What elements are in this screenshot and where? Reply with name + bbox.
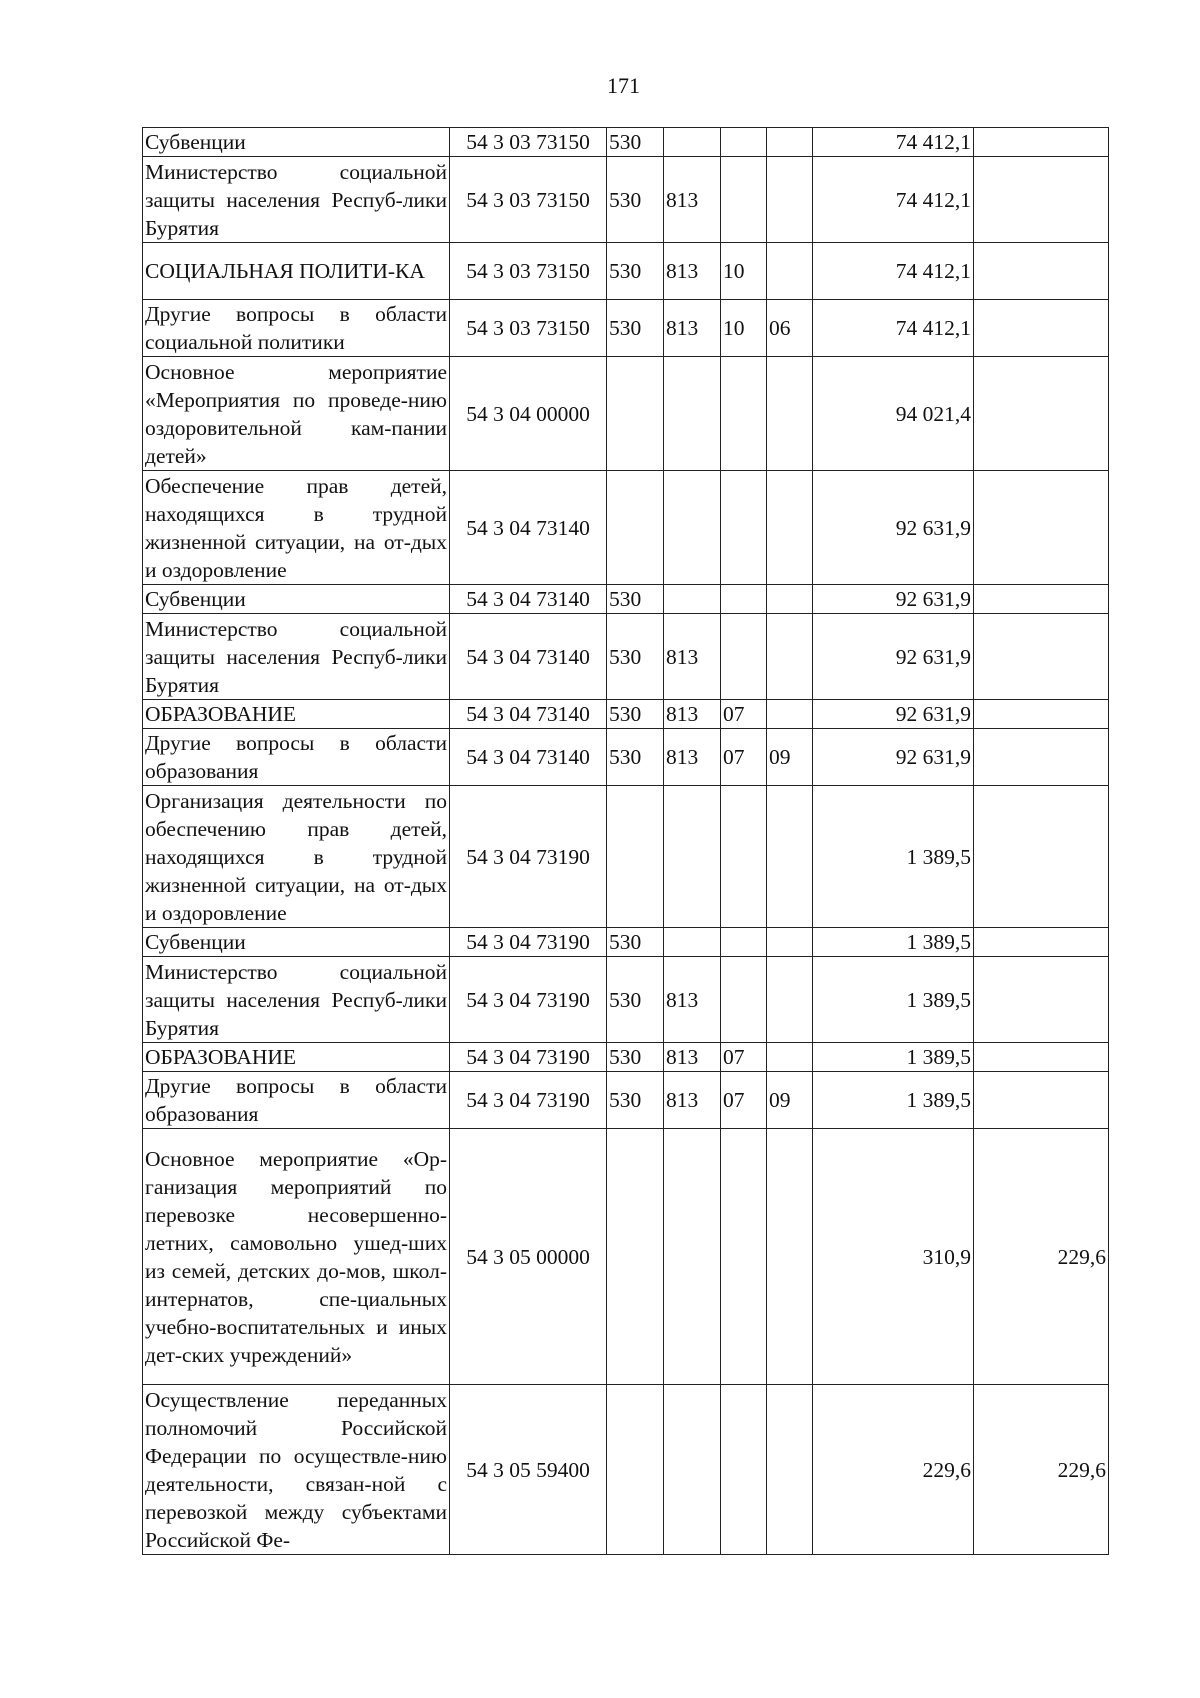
row-sum-2 xyxy=(974,1072,1109,1129)
row-pr xyxy=(767,700,813,729)
row-pr xyxy=(767,928,813,957)
row-grbs: 813 xyxy=(664,1072,721,1129)
row-rz xyxy=(721,585,767,614)
table-body xyxy=(143,128,1109,1555)
row-sum-1: 92 631,9 xyxy=(813,700,974,729)
row-grbs: 813 xyxy=(664,157,721,243)
page-number: 171 xyxy=(607,73,640,98)
row-pr: 09 xyxy=(767,729,813,786)
row-rz xyxy=(721,471,767,585)
table-row xyxy=(143,700,1109,729)
row-sum-2 xyxy=(974,957,1109,1043)
row-code: 54 3 03 73150 xyxy=(450,300,607,357)
row-vr xyxy=(607,786,664,928)
row-sum-1: 94 021,4 xyxy=(813,357,974,471)
row-code: 54 3 04 73140 xyxy=(450,585,607,614)
row-code: 54 3 04 73190 xyxy=(450,786,607,928)
table-row xyxy=(143,957,1109,1043)
row-sum-1: 74 412,1 xyxy=(813,128,974,157)
row-sum-2 xyxy=(974,585,1109,614)
row-name: Обеспечение прав детей, находящихся в трудной жизненной ситуации, на от-дых и оздоровление xyxy=(143,471,450,585)
row-sum-2 xyxy=(974,157,1109,243)
row-grbs xyxy=(664,1385,721,1555)
row-pr xyxy=(767,1043,813,1072)
row-pr xyxy=(767,1129,813,1385)
row-grbs: 813 xyxy=(664,1043,721,1072)
row-grbs xyxy=(664,357,721,471)
row-vr: 530 xyxy=(607,157,664,243)
table-row xyxy=(143,1385,1109,1555)
table-row xyxy=(143,786,1109,928)
row-name: Субвенции xyxy=(143,928,450,957)
row-name: Основное мероприятие «Ор-ганизация мероприятий по перевозке несовершенно-летних, самовольно ушед-ших из семей, детских до-мов, школ-интернатов, спе-циальных учебно-воспитательных и иных дет-ских учреждений» xyxy=(143,1129,450,1385)
row-sum-1: 92 631,9 xyxy=(813,614,974,700)
row-name: Другие вопросы в области образования xyxy=(143,1072,450,1129)
row-grbs xyxy=(664,128,721,157)
row-pr xyxy=(767,357,813,471)
row-code: 54 3 04 73140 xyxy=(450,471,607,585)
row-rz: 07 xyxy=(721,700,767,729)
row-name: Субвенции xyxy=(143,128,450,157)
row-sum-2 xyxy=(974,357,1109,471)
row-grbs xyxy=(664,471,721,585)
row-name: Министерство социальной защиты населения Респуб-лики Бурятия xyxy=(143,157,450,243)
row-sum-1: 92 631,9 xyxy=(813,471,974,585)
row-pr xyxy=(767,614,813,700)
row-rz xyxy=(721,928,767,957)
row-pr xyxy=(767,243,813,300)
row-pr xyxy=(767,585,813,614)
row-vr xyxy=(607,357,664,471)
row-rz xyxy=(721,1129,767,1385)
row-name: ОБРАЗОВАНИЕ xyxy=(143,700,450,729)
row-name: Другие вопросы в области социальной политики xyxy=(143,300,450,357)
row-grbs: 813 xyxy=(664,614,721,700)
row-vr xyxy=(607,471,664,585)
row-sum-2 xyxy=(974,128,1109,157)
row-vr: 530 xyxy=(607,585,664,614)
row-rz: 10 xyxy=(721,300,767,357)
row-vr: 530 xyxy=(607,928,664,957)
row-name: Министерство социальной защиты населения Респуб-лики Бурятия xyxy=(143,614,450,700)
row-name: Другие вопросы в области образования xyxy=(143,729,450,786)
table-row xyxy=(143,614,1109,700)
row-sum-1: 1 389,5 xyxy=(813,786,974,928)
row-vr: 530 xyxy=(607,700,664,729)
row-sum-2 xyxy=(974,471,1109,585)
row-vr xyxy=(607,1385,664,1555)
row-code: 54 3 03 73150 xyxy=(450,157,607,243)
table-row xyxy=(143,128,1109,157)
row-code: 54 3 03 73150 xyxy=(450,243,607,300)
row-sum-2: 229,6 xyxy=(974,1129,1109,1385)
table-row xyxy=(143,928,1109,957)
row-sum-1: 1 389,5 xyxy=(813,928,974,957)
row-sum-2 xyxy=(974,786,1109,928)
row-sum-2: 229,6 xyxy=(974,1385,1109,1555)
row-code: 54 3 04 73140 xyxy=(450,729,607,786)
row-pr xyxy=(767,157,813,243)
row-rz xyxy=(721,786,767,928)
row-pr xyxy=(767,128,813,157)
row-pr xyxy=(767,1385,813,1555)
row-name: СОЦИАЛЬНАЯ ПОЛИТИ-КА xyxy=(143,243,450,300)
row-vr: 530 xyxy=(607,243,664,300)
row-rz xyxy=(721,357,767,471)
row-grbs xyxy=(664,928,721,957)
row-rz: 07 xyxy=(721,1072,767,1129)
row-sum-1: 229,6 xyxy=(813,1385,974,1555)
row-sum-2 xyxy=(974,300,1109,357)
row-grbs xyxy=(664,786,721,928)
table-row xyxy=(143,1043,1109,1072)
table-row xyxy=(143,1072,1109,1129)
row-pr: 06 xyxy=(767,300,813,357)
row-name: Основное мероприятие «Мероприятия по проведе-нию оздоровительной кам-пании детей» xyxy=(143,357,450,471)
table-row xyxy=(143,157,1109,243)
row-grbs: 813 xyxy=(664,700,721,729)
row-sum-1: 92 631,9 xyxy=(813,585,974,614)
row-sum-1: 1 389,5 xyxy=(813,957,974,1043)
row-pr xyxy=(767,786,813,928)
row-rz: 07 xyxy=(721,729,767,786)
row-code: 54 3 04 73140 xyxy=(450,614,607,700)
row-sum-2 xyxy=(974,1043,1109,1072)
row-grbs: 813 xyxy=(664,957,721,1043)
row-rz xyxy=(721,1385,767,1555)
row-vr: 530 xyxy=(607,1072,664,1129)
row-rz: 07 xyxy=(721,1043,767,1072)
row-grbs xyxy=(664,585,721,614)
row-code: 54 3 04 00000 xyxy=(450,357,607,471)
row-pr xyxy=(767,957,813,1043)
row-sum-2 xyxy=(974,700,1109,729)
table-row xyxy=(143,243,1109,300)
row-code: 54 3 03 73150 xyxy=(450,128,607,157)
row-sum-1: 74 412,1 xyxy=(813,157,974,243)
row-sum-2 xyxy=(974,614,1109,700)
row-vr: 530 xyxy=(607,614,664,700)
row-rz: 10 xyxy=(721,243,767,300)
table-row xyxy=(143,471,1109,585)
row-code: 54 3 05 59400 xyxy=(450,1385,607,1555)
row-code: 54 3 05 00000 xyxy=(450,1129,607,1385)
row-code: 54 3 04 73140 xyxy=(450,700,607,729)
row-sum-2 xyxy=(974,928,1109,957)
row-vr xyxy=(607,1129,664,1385)
table-row xyxy=(143,1129,1109,1385)
row-name: Осуществление переданных полномочий Российской Федерации по осуществле-нию деятельности, связан-ной с перевозкой между субъектами Российской Фе- xyxy=(143,1385,450,1555)
row-code: 54 3 04 73190 xyxy=(450,928,607,957)
row-rz xyxy=(721,957,767,1043)
row-vr: 530 xyxy=(607,300,664,357)
table-row xyxy=(143,729,1109,786)
row-vr: 530 xyxy=(607,1043,664,1072)
row-name: Министерство социальной защиты населения Респуб-лики Бурятия xyxy=(143,957,450,1043)
row-grbs xyxy=(664,1129,721,1385)
row-pr: 09 xyxy=(767,1072,813,1129)
row-name: Субвенции xyxy=(143,585,450,614)
row-sum-2 xyxy=(974,729,1109,786)
row-vr: 530 xyxy=(607,128,664,157)
row-grbs: 813 xyxy=(664,243,721,300)
row-rz xyxy=(721,157,767,243)
row-sum-1: 74 412,1 xyxy=(813,300,974,357)
row-name: Организация деятельности по обеспечению прав детей, находящихся в трудной жизненной ситуации, на от-дых и оздоровление xyxy=(143,786,450,928)
row-vr: 530 xyxy=(607,957,664,1043)
row-code: 54 3 04 73190 xyxy=(450,1043,607,1072)
row-code: 54 3 04 73190 xyxy=(450,957,607,1043)
row-sum-1: 1 389,5 xyxy=(813,1043,974,1072)
row-grbs: 813 xyxy=(664,300,721,357)
table-row xyxy=(143,357,1109,471)
row-sum-2 xyxy=(974,243,1109,300)
row-code: 54 3 04 73190 xyxy=(450,1072,607,1129)
row-sum-1: 92 631,9 xyxy=(813,729,974,786)
row-rz xyxy=(721,614,767,700)
table-row xyxy=(143,300,1109,357)
row-vr: 530 xyxy=(607,729,664,786)
budget-table xyxy=(142,127,1109,1555)
row-sum-1: 310,9 xyxy=(813,1129,974,1385)
row-pr xyxy=(767,471,813,585)
row-rz xyxy=(721,128,767,157)
row-sum-1: 74 412,1 xyxy=(813,243,974,300)
row-sum-1: 1 389,5 xyxy=(813,1072,974,1129)
row-grbs: 813 xyxy=(664,729,721,786)
table-row xyxy=(143,585,1109,614)
row-name: ОБРАЗОВАНИЕ xyxy=(143,1043,450,1072)
